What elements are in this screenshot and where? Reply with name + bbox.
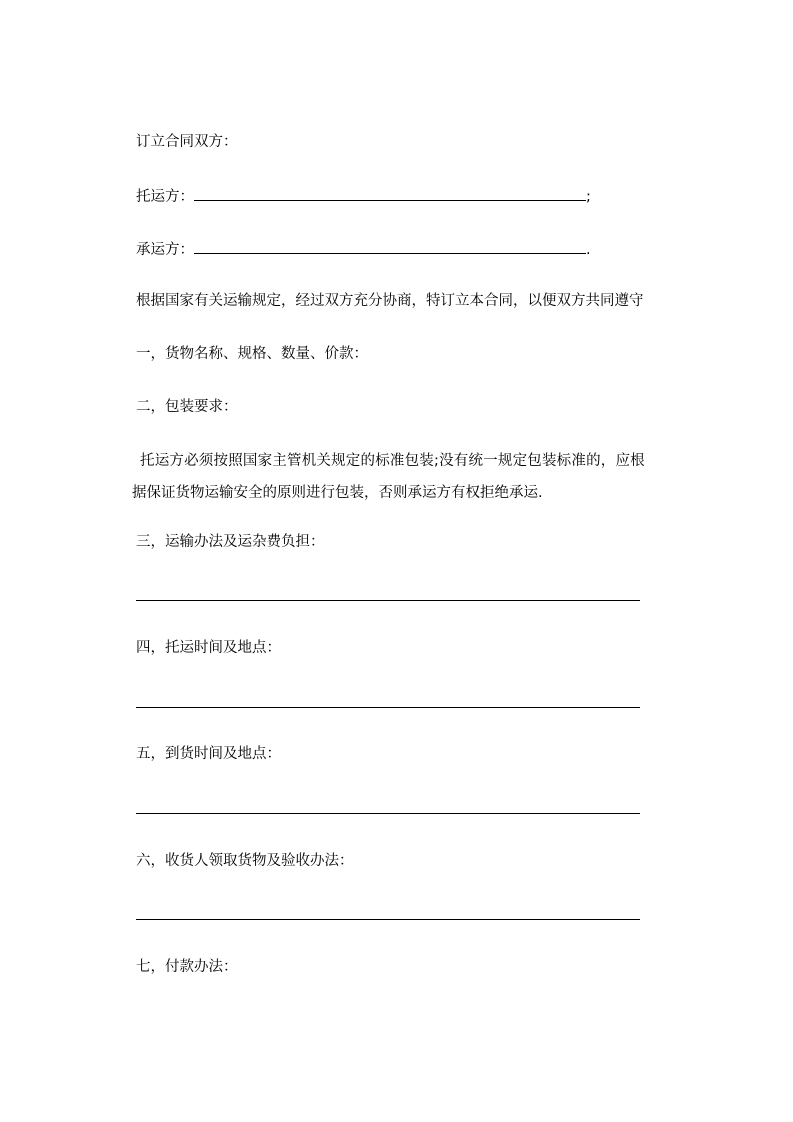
carrier-label: 承运方： — [136, 242, 194, 258]
carrier-blank[interactable] — [194, 238, 586, 254]
shipper-blank[interactable] — [194, 185, 586, 201]
clause-3-heading: 三，运输办法及运杂费负担： — [136, 534, 325, 550]
clause-5-blank-line[interactable] — [136, 813, 640, 814]
clause-6-heading: 六，收货人领取货物及验收办法： — [136, 853, 354, 869]
clause-4-heading: 四，托运时间及地点： — [136, 640, 281, 656]
clause-2-body — [132, 445, 711, 509]
shipper-row — [136, 185, 591, 207]
clause-5-heading: 五，到货时间及地点： — [136, 746, 281, 762]
clause-4-blank-line[interactable] — [136, 707, 640, 708]
clause-1-heading: 一，货物名称、规格、数量、价款： — [136, 346, 368, 362]
carrier-row — [136, 238, 591, 260]
clause-2-body-line-1: 托运方必须按照国家主管机关规定的标准包装;没有统一规定包装标准的，应根 — [140, 453, 645, 469]
clause-2-body-line-2: 据保证货物运输安全的原则进行包装，否则承运方有权拒绝承运. — [132, 485, 543, 501]
clause-6-blank-line[interactable] — [136, 919, 640, 920]
clause-2-heading: 二，包装要求： — [136, 399, 238, 415]
carrier-end-mark: . — [586, 242, 591, 258]
clause-3-blank-line[interactable] — [136, 600, 640, 601]
shipper-label: 托运方： — [136, 189, 194, 205]
clause-7-heading: 七，付款办法： — [136, 959, 238, 975]
preamble: 根据国家有关运输规定，经过双方充分协商，特订立本合同，以便双方共同遵守 — [136, 293, 644, 309]
parties-heading: 订立合同双方： — [136, 134, 238, 150]
shipper-end-mark: ; — [586, 189, 591, 205]
